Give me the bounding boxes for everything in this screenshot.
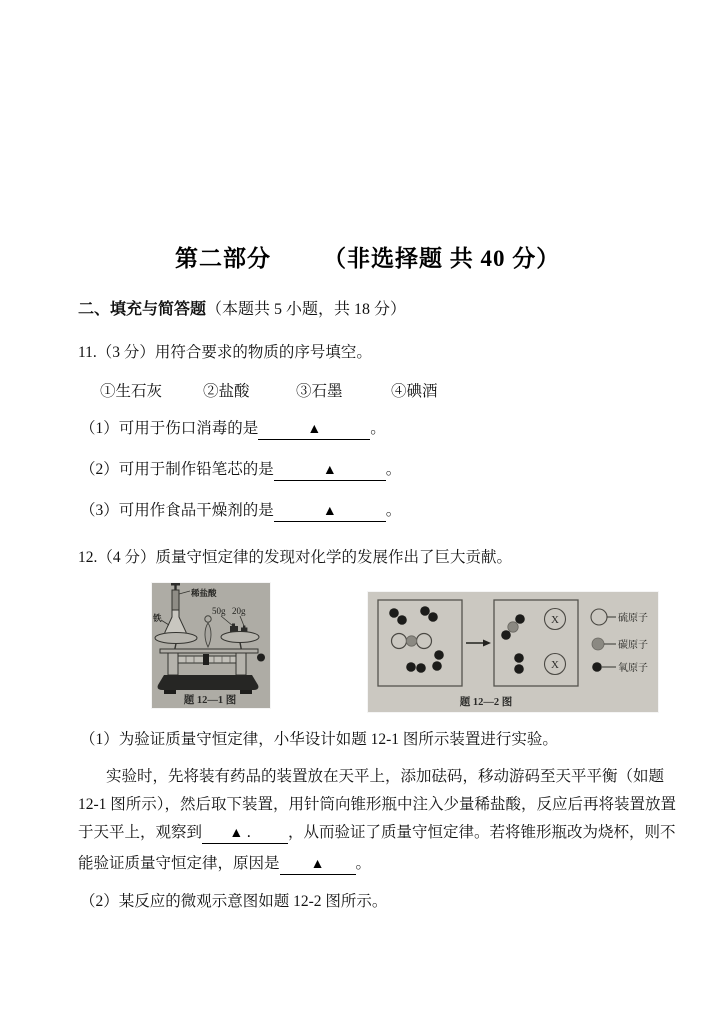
option-2-hydrochloric-acid: ②盐酸 [203, 383, 250, 400]
carbon-atom [508, 622, 518, 632]
balance-right-pan [221, 632, 259, 643]
weight-20g-knob [243, 626, 245, 628]
question-11-item-3 [80, 502, 401, 522]
legend-sulfur-atom-icon [591, 609, 607, 625]
question-12-stem: 12.（4 分）质量守恒定律的发现对化学的发展作出了巨大贡献。 [78, 549, 513, 566]
question-11-item-1 [80, 420, 386, 440]
figure-12-1-photo [152, 583, 270, 708]
oxygen-atom [416, 663, 426, 673]
line3-text-pre: 于天平上，观察到 [78, 824, 203, 841]
option-1-quicklime: ①生石灰 [100, 383, 163, 400]
rider-slider [203, 654, 209, 665]
q12-paragraph-line3 [78, 824, 676, 844]
legend-carbon-atom-icon [592, 638, 604, 650]
line3-text-post: ，从而验证了质量守恒定律。若将锥形瓶改为烧杯，则不 [288, 824, 676, 841]
balance-apparatus-diagram [152, 583, 270, 708]
q12-paragraph-line4 [78, 855, 371, 875]
unknown-molecule-x-symbol: X [551, 659, 559, 671]
reaction-arrow-head [483, 640, 491, 647]
oxygen-atom [428, 612, 438, 622]
oxygen-atom [432, 661, 442, 671]
syringe-barrel [172, 590, 179, 610]
right-support-column [236, 653, 246, 675]
acid-label: 稀盐酸 [191, 588, 217, 598]
item-1-text: （1）可用于伤口消毒的是 [80, 420, 259, 437]
line4-period: 。 [355, 855, 372, 872]
question-12-sub1: （1）为验证质量守恒定律，小华设计如题 12-1 图所示装置进行实验。 [80, 731, 558, 748]
iron-label-leader-line [161, 620, 169, 625]
oxygen-atom [501, 630, 511, 640]
item-3-answer-blank: ▲ [274, 503, 386, 522]
balance-left-pan [155, 633, 197, 644]
legend-oxygen-label: 氧原子 [618, 663, 648, 674]
question-11-item-2 [80, 461, 401, 481]
weight-50g-label: 50g [212, 606, 226, 616]
item-2-period: 。 [385, 461, 402, 478]
weight-50g-leader-line [221, 616, 233, 626]
legend-oxygen-atom-icon [592, 662, 602, 672]
q12-paragraph-line2: 12-1 图所示），然后取下装置，用针筒向锥形瓶中注入少量稀盐酸，反应后再将装置放置 [78, 796, 677, 813]
oxygen-atom [515, 614, 525, 624]
line4-text-pre: 能验证质量守恒定律，原因是 [78, 855, 280, 872]
part-title-left: 第二部分 [175, 246, 271, 271]
syringe-plunger-rod [174, 585, 176, 590]
section-heading-bold: 二、填充与简答题 [78, 301, 207, 318]
iron-label: 铁 [153, 613, 162, 623]
option-3-graphite: ③石墨 [296, 383, 343, 400]
item-3-period: 。 [385, 502, 402, 519]
item-1-answer-blank: ▲ [258, 421, 370, 440]
item-1-period: 。 [370, 420, 386, 437]
oxygen-atom [406, 662, 416, 672]
weight-20g-label: 20g [232, 606, 246, 616]
oxygen-atom [420, 606, 430, 616]
balance-base [158, 675, 259, 690]
adjust-knob [257, 654, 265, 662]
option-4-iodine-tincture: ④碘酒 [391, 383, 438, 400]
figure-12-2-photo [368, 592, 658, 712]
figure-12-2-caption: 题 12—2 图 [459, 697, 513, 708]
part-title [175, 245, 560, 273]
figure-12-1-caption: 题 12—1 图 [183, 695, 237, 706]
legend-sulfur-label: 硫原子 [618, 613, 648, 624]
pointer-needle [205, 623, 211, 647]
acid-label-leader-line [179, 591, 190, 594]
q12-paragraph-line1: 实验时，先将装有药品的装置放在天平上，添加砝码，移动游码至天平平衡（如题 [106, 768, 665, 785]
base-foot-left [164, 690, 176, 694]
base-foot-right [240, 690, 252, 694]
oxygen-atom [514, 653, 524, 663]
legend-carbon-label: 碳原子 [618, 640, 648, 651]
pointer-dial [205, 616, 211, 622]
balance-beam [160, 649, 258, 653]
observation-answer-blank: ▲ ． [202, 825, 288, 844]
question-11-stem: 11.（3 分）用符合要求的物质的序号填空。 [78, 344, 372, 361]
carbon-atom [406, 636, 416, 646]
sulfur-atom [417, 634, 432, 649]
reason-answer-blank: ▲ [280, 856, 356, 875]
part-title-right: （非选择题 共 40 分） [323, 246, 561, 271]
sulfur-atom [392, 634, 407, 649]
oxygen-atom [389, 608, 399, 618]
unknown-molecule-x-symbol: X [551, 614, 559, 626]
weight-50g-knob [232, 624, 235, 627]
question-12-sub2: （2）某反应的微观示意图如题 12-2 图所示。 [80, 893, 388, 910]
reaction-micro-diagram [368, 592, 658, 712]
oxygen-atom [514, 664, 524, 674]
section-heading-rest: （本题共 5 小题，共 18 分） [206, 301, 407, 318]
oxygen-atom [434, 650, 444, 660]
weight-20g-leader-line [240, 616, 244, 626]
oxygen-atom [397, 615, 407, 625]
item-2-answer-blank: ▲ [274, 462, 386, 481]
section-heading [78, 300, 406, 319]
item-3-text: （3）可用作食品干燥剂的是 [80, 502, 274, 519]
products-box [494, 600, 578, 686]
item-2-text: （2）可用于制作铅笔芯的是 [80, 461, 274, 478]
left-support-column [168, 653, 178, 675]
